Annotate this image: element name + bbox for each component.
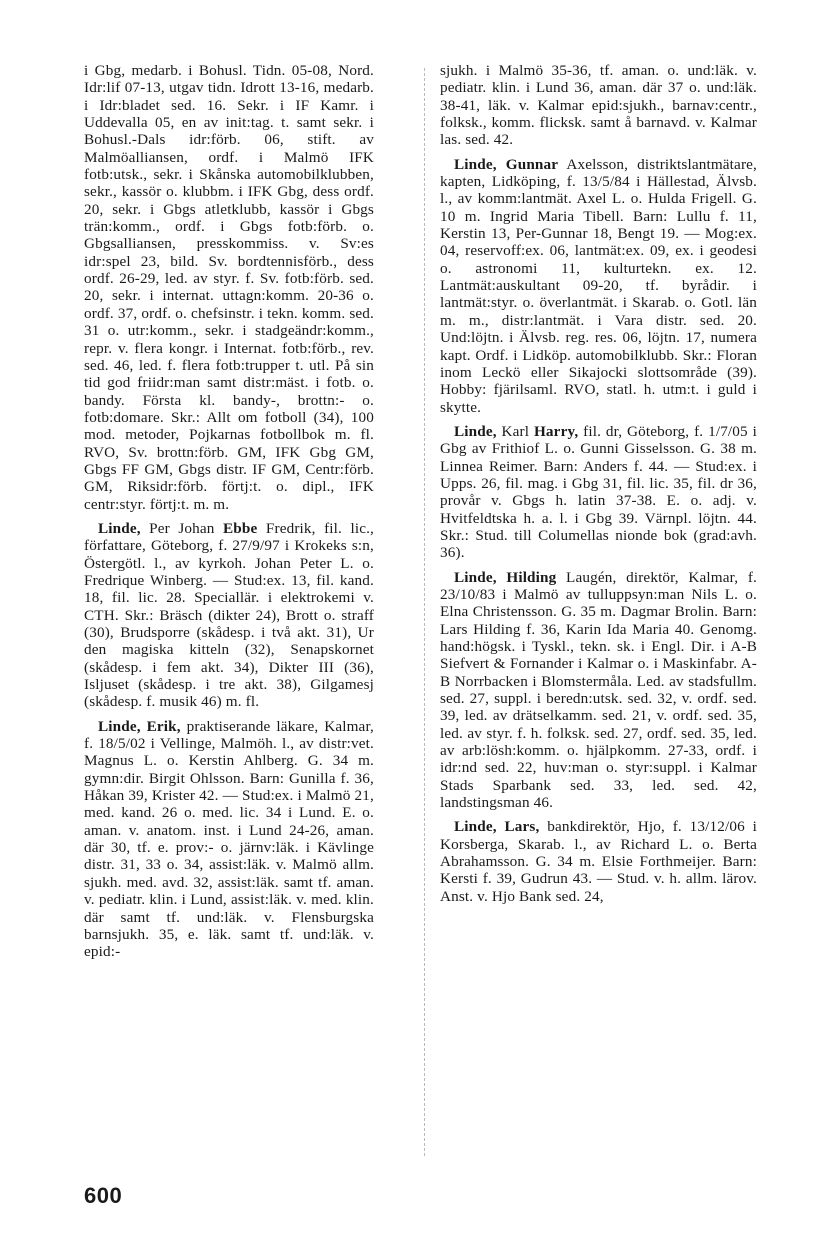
entry-text: fil. lic., författare, Göteborg, f. 27/9/97 i Krokeks s:n, Östergötl. l., av kyrkoh. Johan Peter L. o. Fredrique Winberg. — Stud:ex. 13, fil. kand. 18, fil. lic. 28. Speciallär. i elektrokemi v. CTH. Skr.: Bräsch (dikter 24), Brott o. straff (30), Brudsporre (skådesp. i två akt. 31), Ur den magiska kitteln (32), Senapskornet (skådesp. i fem akt. 34), Dikter III (36), Isljuset (skådesp. i tre akt. 38), Gilgamesj (skådesp. f. musik 46) m. fl. — [84, 519, 374, 711]
entry-text: praktiserande läkare, Kalmar, f. 18/5/02 i Vellinge, Malmöh. l., av distr:vet. Magnus L. o. Kerstin Ahlberg. G. 34 m. gymn:dir. Birgit Ohlsson. Barn: Gunilla f. 36, Håkan 39, Krister 42. — Stud:ex. i Malmö 21, med. kand. 26 o. med. lic. 34 i Lund. E. o. aman. v. anatom. inst. i Lund 24-26, aman. där 30, tf. e. prov:- o. järnv:läk. i Kävlinge distr. 31, 33 o. 34, assist:läk. v. Malmö allm. sjukh. med. avd. 32, assist:läk. samt tf. aman. v. pediatr. klin. i Lund, assist:läk. v. med. klin. där samt tf. und:läk. v. Flensburgska barnsjukh. 35, e. läk. samt tf. und:läk. v. epid:- — [84, 717, 374, 961]
entry-text: distriktslantmätare, kapten, Lidköping, f. 13/5/84 i Hällestad, Älvsb. l., av komm:lantmät. Axel L. o. Hulda Frigell. G. 10 m. Ingrid Maria Tibell. Barn: Lullu f. 11, Kerstin 13, Per-Gunnar 18, Bengt 19. — Mog:ex. 04, reservoff:ex. 06, lantmät:ex. 09, ex. i geodesi o. astronomi 11, kulturtekn. ex. 12. Lantmät:auskultant 09-20, tf. byrådir. i lantmät:styr. o. överlantmät. i Skarab. o. Gotl. län m. m., distr:lantmät. i Vara distr. sed. 20. Und:löjtn. i Älvsb. reg. res. 06, löjtn. 17, numera kapt. Ordf. i Lidköp. automobilklubb. Skr.: Floran inom Leckö eller Sikajocki slottsområde (39). Hobby: fjärilsaml. RVO, statl. h. utm:t. i guld i skytte. — [440, 155, 757, 416]
entry-text: bankdirektör, Hjo, f. 13/12/06 i Korsberga, Skarab. l., av Richard L. o. Berta Abrahamsson. G. 34 m. Elsie Forthmeijer. Barn: Kersti f. 39, Gudrun 43. — Stud. v. h. allm. lärov. Anst. v. Hjo Bank sed. 24, — [440, 818, 757, 905]
entry-call-name: Gunnar — [505, 155, 559, 173]
entry-given-names-rest: Laugén, — [556, 568, 617, 586]
entry-text: fil. dr, Göteborg, f. 1/7/05 i Gbg av Frithiof L. o. Gunni Gisselsson. G. 38 m. Linnea Reimer. Barn: Anders f. 44. — Stud:ex. i Upps. 26, fil. mag. i Gbg 31, fil. lic. 35, fil. dr 36, provår v. Gbgs h. latin 37-38. E. o. adj. v. Hvitfeldtska h. a. l. i Gbg 39. Värnpl. löjtn. 44. Skr.: Stud. till Columellas nionde bok (grad:avh. 36). — [440, 422, 757, 562]
entry-headword: Linde, — [454, 155, 497, 173]
entry-call-name: Lars, — [504, 818, 540, 836]
entry-headword: Linde, — [454, 568, 497, 586]
entry-headword: Linde, — [454, 422, 497, 440]
entry-linde-hilding — [440, 569, 757, 812]
entry-linde-gunnar — [440, 156, 757, 416]
continuation-paragraph: sjukh. i Malmö 35-36, tf. aman. o. und:läk. v. pediatr. klin. i Lund 36, aman. där 37 o. und:läk. 38-41, läk. v. Kalmar epid:sjukh., barnav:centr., folksk., komm. flicksk. samt å barnavd. v. Kalmar las. sed. 42. — [440, 62, 757, 149]
entry-headword: Linde, — [98, 519, 141, 537]
column-divider — [424, 68, 425, 1156]
page-number: 600 — [84, 1183, 123, 1208]
entry-given-names-rest: Axelsson, — [558, 155, 629, 173]
entry-linde-harry — [440, 423, 757, 562]
entry-call-name: Hilding — [506, 568, 557, 586]
right-column — [440, 62, 757, 905]
entry-text: direktör, Kalmar, f. 23/10/83 i Malmö av tulluppsyn:man Nils L. o. Elna Christensson. G. 35 m. Dagmar Brolin. Barn: Lars Hilding f. 36, Karin Ida Maria 40. Genomg. hand:högsk. i Tyskl., tekn. sk. i Engl. Dir. i A-B Siefvert & Fornander i Kalmar o. i Maskinfabr. A-B Norrbacken i Blomstermåla. Led. av stadsfullm. sed. 27, suppl. i beredn:utsk. sed. 32, v. ordf. sed. 39, led. av drätselkamm. sed. 21, v. ordf. sed. 35, led. av styr. f. h. folksk. sed. 27, ordf. sed. 35, led. av arb:lösh:komm. o. hjälpkomm. 27-33, ordf. i idr:nd sed. 22, huv:man o. styr:suppl. i Kalmar Stads Sparbank sed. 33, led. sed. 42, landstingsman 46. — [440, 568, 757, 812]
entry-given-names-rest: Fredrik, — [257, 519, 316, 537]
entry-call-name: Erik, — [146, 717, 181, 735]
entry-call-name: Ebbe — [223, 519, 258, 537]
entry-headword: Linde, — [98, 717, 141, 735]
entry-call-name: Harry, — [533, 422, 579, 440]
left-column — [84, 62, 374, 961]
entry-linde-ebbe — [84, 520, 374, 711]
entry-given-names: Per Johan — [149, 519, 224, 537]
entry-linde-lars — [440, 818, 757, 905]
entry-headword: Linde, — [454, 818, 497, 836]
continuation-paragraph: i Gbg, medarb. i Bohusl. Tidn. 05-08, Nord. Idr:lif 07-13, utgav tidn. Idrott 13-16, medarb. i Idr:bladet sed. 16. Sekr. i IF Kamr. i Uddevalla 05, en av init:tag. t. samt sekr. i Bohusl.-Dals idr:förb. 06, stift. av Malmöalliansen, ordf. i Malmö IFK fotb:utsk., sekr. i Skånska automobilklubben, sekr., kassör o. klubbm. i IFK Gbg, dess ordf. 20, sekr. i Gbgs atletklubb, kassör i Gbgs trän:komm., ordf. i Gbgs fotb:förb. o. Gbgsalliansen, presskommiss. v. Sv:es idr:spel 23, bild. Sv. bordtennisförb., dess ordf. 26-29, led. av styr. f. Sv. fotb:förb. sed. 20, sekr. i internat. uttagn:komm. 20-36 o. ordf. 37, ordf. o. chefsinstr. i tekn. komm. sed. 31 o. utr:komm., sekr. i stadgeändr:komm., repr. v. flera kongr. i Internat. fotb:förb., rev. sed. 46, led. f. flera fotb:trupper t. utl. På sin tid god friidr:man samt distr:mäst. i fotb. o. bandy. Första kl. bandy-, brottn:- o. fotb:domare. Skr.: Allt om fotboll (34), 100 mod. metoder, Pojkarnas fotbollbok m. fl. RVO, Sv. brottn:förb. GM, IFK Gbg GM, Gbgs FF GM, Gbgs distr. IF GM, Centr:förb. GM, Riksidr:förb. förtj:t. o. dipl., IFK centr:styr. förtj:t. m. m. — [84, 62, 374, 513]
entry-given-names: Karl — [501, 422, 534, 440]
entry-linde-erik — [84, 718, 374, 961]
